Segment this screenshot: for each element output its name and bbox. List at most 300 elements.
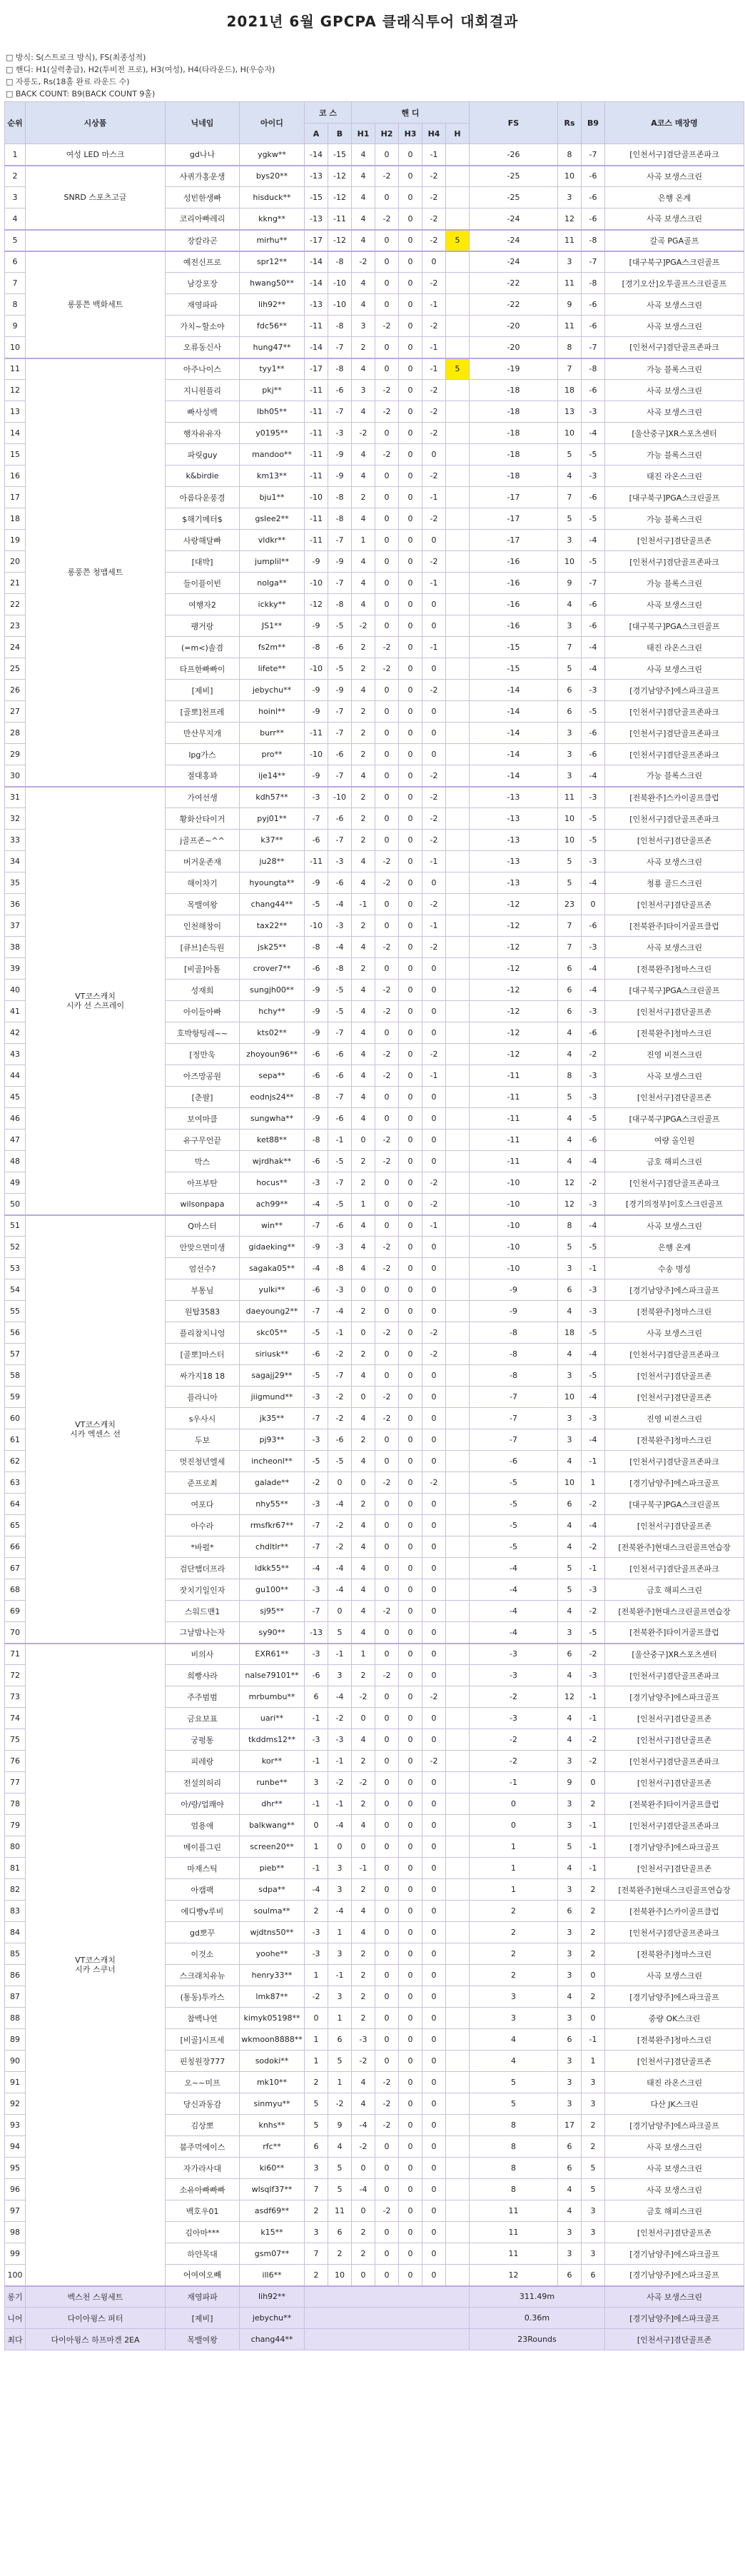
cell-b9: -8 bbox=[582, 230, 605, 251]
cell-store: [인천서구]겸단골프존 bbox=[605, 1001, 744, 1022]
cell-store: 금호 해피스크린 bbox=[605, 2200, 744, 2222]
cell-course-b: -5 bbox=[328, 615, 352, 637]
cell-handi-h3: 0 bbox=[399, 1708, 422, 1729]
cell-handi-h2: 0 bbox=[375, 1108, 399, 1129]
cell-handi-h4: 0 bbox=[422, 1365, 446, 1387]
cell-b9: -3 bbox=[582, 1579, 605, 1601]
cell-fs: -10 bbox=[470, 1194, 558, 1215]
cell-store: [전북완주]현대스크린골프연습장 bbox=[605, 1536, 744, 1558]
cell-rank: 46 bbox=[5, 1108, 26, 1129]
cell-rank: 21 bbox=[5, 573, 26, 594]
cell-fs: -18 bbox=[470, 444, 558, 466]
cell-course-a: -3 bbox=[305, 1387, 328, 1408]
cell-b9: -1 bbox=[582, 1558, 605, 1579]
cell-id: lifete** bbox=[240, 658, 305, 680]
cell-course-b: 3 bbox=[328, 1879, 352, 1901]
cell-store: [인천서구]겸단골프존 bbox=[605, 830, 744, 851]
cell-rs: 6 bbox=[558, 1001, 582, 1022]
cell-course-b: -9 bbox=[328, 551, 352, 573]
cell-fs: -18 bbox=[470, 380, 558, 401]
cell-rs: 4 bbox=[558, 1665, 582, 1686]
cell-b9: -6 bbox=[582, 294, 605, 316]
cell-fs: -15 bbox=[470, 637, 558, 658]
cell-store: [인천서구]겸단골프존파크 bbox=[605, 808, 744, 830]
cell-store: [대구북구]PGA스크린골프 bbox=[605, 1108, 744, 1129]
cell-b9: -6 bbox=[582, 1129, 605, 1151]
cell-handi-h3: 0 bbox=[399, 637, 422, 658]
note-line: □ 자릉도, Rs(18홀 완료 라운드 수) bbox=[6, 76, 275, 88]
footer-nickname: 목밸여왕 bbox=[166, 2329, 240, 2350]
cell-id: hocus** bbox=[240, 1172, 305, 1194]
cell-store: [전북완주]청마스크린 bbox=[605, 1943, 744, 1965]
cell-course-a: -9 bbox=[305, 701, 328, 723]
cell-store: 가능 블록스크린 bbox=[605, 573, 744, 594]
cell-id: sdpa** bbox=[240, 1879, 305, 1901]
footer-store: [경기남양주]에스파크골프 bbox=[605, 2308, 744, 2329]
cell-handi-h1: 4 bbox=[352, 1815, 375, 1836]
cell-id: hwang50** bbox=[240, 273, 305, 294]
cell-handi-h1: 2 bbox=[352, 2008, 375, 2029]
cell-b9: 2 bbox=[582, 1879, 605, 1901]
cell-nickname: 팽거랑 bbox=[166, 615, 240, 637]
cell-course-a: 5 bbox=[305, 2093, 328, 2115]
cell-fs: -12 bbox=[470, 1022, 558, 1044]
cell-store: [울산중구]XR스포츠센터 bbox=[605, 423, 744, 444]
cell-id: runbe** bbox=[240, 1772, 305, 1793]
cell-fs: 8 bbox=[470, 2136, 558, 2158]
cell-handi-h bbox=[446, 573, 470, 594]
cell-rs: 3 bbox=[558, 2008, 582, 2029]
cell-handi-h bbox=[446, 1579, 470, 1601]
cell-rs: 9 bbox=[558, 294, 582, 316]
cell-handi-h3: 0 bbox=[399, 380, 422, 401]
cell-handi-h bbox=[446, 1087, 470, 1108]
cell-handi-h3: 0 bbox=[399, 1129, 422, 1151]
cell-fs: -14 bbox=[470, 701, 558, 723]
col-nickname: 닉네임 bbox=[166, 102, 240, 144]
cell-course-a: -6 bbox=[305, 830, 328, 851]
cell-id: ije14** bbox=[240, 765, 305, 787]
cell-rank: 42 bbox=[5, 1022, 26, 1044]
cell-handi-h1: 0 bbox=[352, 1387, 375, 1408]
cell-fs: 1 bbox=[470, 1836, 558, 1858]
cell-handi-h bbox=[446, 144, 470, 166]
cell-store: [인천서구]겸단골프존파크 bbox=[605, 1172, 744, 1194]
cell-handi-h4: -1 bbox=[422, 637, 446, 658]
cell-course-b: -8 bbox=[328, 594, 352, 615]
cell-handi-h bbox=[446, 1644, 470, 1665]
cell-rs: 5 bbox=[558, 851, 582, 872]
cell-b9: -8 bbox=[582, 358, 605, 380]
cell-handi-h1: 0 bbox=[352, 2158, 375, 2179]
cell-fs: 4 bbox=[470, 2051, 558, 2072]
cell-handi-h1: 2 bbox=[352, 830, 375, 851]
cell-course-a: 6 bbox=[305, 2136, 328, 2158]
cell-handi-h4: -2 bbox=[422, 1344, 446, 1365]
cell-nickname: 장칼라곤 bbox=[166, 230, 240, 251]
cell-course-b: -6 bbox=[328, 637, 352, 658]
cell-handi-h4: 0 bbox=[422, 1387, 446, 1408]
cell-handi-h3: 0 bbox=[399, 487, 422, 508]
cell-nickname: 유구무언끝 bbox=[166, 1129, 240, 1151]
cell-fs: -10 bbox=[470, 1215, 558, 1237]
cell-rank: 86 bbox=[5, 1965, 26, 1986]
cell-rs: 4 bbox=[558, 466, 582, 487]
cell-rank: 9 bbox=[5, 316, 26, 337]
cell-handi-h2: 0 bbox=[375, 1194, 399, 1215]
cell-rs: 4 bbox=[558, 1451, 582, 1472]
cell-handi-h3: 0 bbox=[399, 1558, 422, 1579]
cell-course-b: -11 bbox=[328, 208, 352, 230]
cell-course-a: -6 bbox=[305, 1279, 328, 1301]
cell-nickname: 타프한빠빠이 bbox=[166, 658, 240, 680]
cell-handi-h1: 4 bbox=[352, 1601, 375, 1622]
cell-nickname: gd뽀꾸 bbox=[166, 1922, 240, 1943]
cell-id: kkng** bbox=[240, 208, 305, 230]
cell-handi-h1: 2 bbox=[352, 2222, 375, 2243]
cell-id: mandoo** bbox=[240, 444, 305, 466]
cell-handi-h bbox=[446, 508, 470, 530]
cell-course-a: -10 bbox=[305, 573, 328, 594]
cell-rank: 41 bbox=[5, 1001, 26, 1022]
cell-store: 청룡 골드스크린 bbox=[605, 872, 744, 894]
cell-rs: 3 bbox=[558, 251, 582, 273]
cell-handi-h4: 0 bbox=[422, 1494, 446, 1515]
cell-store: [인천서구]겸단골프존파크 bbox=[605, 723, 744, 744]
cell-course-b: -5 bbox=[328, 1001, 352, 1022]
cell-handi-h2: 0 bbox=[375, 1365, 399, 1387]
cell-rs: 6 bbox=[558, 1901, 582, 1922]
cell-course-a: -6 bbox=[305, 1344, 328, 1365]
cell-b9: -6 bbox=[582, 316, 605, 337]
cell-rank: 8 bbox=[5, 294, 26, 316]
cell-handi-h4: -2 bbox=[422, 765, 446, 787]
cell-id: daeyoung2** bbox=[240, 1301, 305, 1322]
cell-handi-h2: 0 bbox=[375, 1879, 399, 1901]
cell-rs: 7 bbox=[558, 937, 582, 958]
cell-handi-h3: 0 bbox=[399, 1258, 422, 1279]
cell-course-a: 7 bbox=[305, 2243, 328, 2265]
cell-course-b: -3 bbox=[328, 915, 352, 937]
cell-store: [전북완주]청마스크린 bbox=[605, 1429, 744, 1451]
cell-course-b: -3 bbox=[328, 423, 352, 444]
cell-handi-h2: 0 bbox=[375, 701, 399, 723]
cell-fs: -24 bbox=[470, 251, 558, 273]
cell-handi-h1: 4 bbox=[352, 1108, 375, 1129]
cell-handi-h4: 0 bbox=[422, 701, 446, 723]
cell-b9: -4 bbox=[582, 872, 605, 894]
cell-b9: -3 bbox=[582, 1665, 605, 1686]
cell-handi-h2: -2 bbox=[375, 872, 399, 894]
cell-handi-h3: 0 bbox=[399, 2029, 422, 2051]
cell-b9: -7 bbox=[582, 573, 605, 594]
cell-nickname: 아주나이스 bbox=[166, 358, 240, 380]
cell-handi-h4: 0 bbox=[422, 1237, 446, 1258]
cell-rank: 26 bbox=[5, 680, 26, 701]
cell-course-a: -11 bbox=[305, 530, 328, 551]
cell-nickname: 부통님 bbox=[166, 1279, 240, 1301]
cell-handi-h1: 3 bbox=[352, 380, 375, 401]
cell-rs: 5 bbox=[558, 1579, 582, 1601]
cell-handi-h3: 0 bbox=[399, 1429, 422, 1451]
cell-handi-h1: 2 bbox=[352, 1344, 375, 1365]
cell-id: tyy1** bbox=[240, 358, 305, 380]
cell-handi-h2: 0 bbox=[375, 1429, 399, 1451]
cell-b9: -5 bbox=[582, 1108, 605, 1129]
footer-row bbox=[5, 2329, 744, 2350]
cell-store: [인천서구]겸단골프존파크 bbox=[605, 1922, 744, 1943]
cell-handi-h4: -1 bbox=[422, 358, 446, 380]
cell-handi-h1: 4 bbox=[352, 1258, 375, 1279]
cell-nickname: 재영파파 bbox=[166, 294, 240, 316]
cell-rank: 52 bbox=[5, 1237, 26, 1258]
cell-rs: 8 bbox=[558, 1215, 582, 1237]
cell-rs: 6 bbox=[558, 958, 582, 980]
cell-handi-h3: 0 bbox=[399, 2243, 422, 2265]
cell-b9: -7 bbox=[582, 144, 605, 166]
cell-id: uari** bbox=[240, 1708, 305, 1729]
cell-handi-h4: 0 bbox=[422, 723, 446, 744]
cell-course-a: -12 bbox=[305, 594, 328, 615]
cell-handi-h bbox=[446, 680, 470, 701]
cell-handi-h3: 0 bbox=[399, 230, 422, 251]
cell-b9: -3 bbox=[582, 1065, 605, 1087]
cell-store: [인천서구]겸단골프존파크 bbox=[605, 1344, 744, 1365]
cell-handi-h4: 0 bbox=[422, 1708, 446, 1729]
cell-sponsor: 롱풍쯘 청맵세트 bbox=[26, 358, 166, 787]
cell-handi-h2: 0 bbox=[375, 1022, 399, 1044]
cell-handi-h3: 0 bbox=[399, 1194, 422, 1215]
cell-handi-h3: 0 bbox=[399, 1044, 422, 1065]
cell-handi-h1: 2 bbox=[352, 1943, 375, 1965]
cell-handi-h2: -2 bbox=[375, 1472, 399, 1494]
cell-handi-h1: 2 bbox=[352, 744, 375, 765]
cell-handi-h2: 0 bbox=[375, 1793, 399, 1815]
cell-handi-h4: 0 bbox=[422, 1622, 446, 1644]
cell-handi-h bbox=[446, 594, 470, 615]
cell-id: tkddms12** bbox=[240, 1729, 305, 1751]
cell-handi-h2: 0 bbox=[375, 615, 399, 637]
cell-id: chdltlr** bbox=[240, 1536, 305, 1558]
cell-handi-h bbox=[446, 2093, 470, 2115]
note-line: □ 방식: S(스트로크 방식), FS(최종성적) bbox=[6, 51, 275, 64]
cell-nickname: 여행자2 bbox=[166, 594, 240, 615]
cell-handi-h2: 0 bbox=[375, 337, 399, 358]
col-h1: H1 bbox=[352, 124, 375, 144]
cell-rs: 12 bbox=[558, 1686, 582, 1708]
cell-rank: 51 bbox=[5, 1215, 26, 1237]
cell-handi-h1: -2 bbox=[352, 251, 375, 273]
cell-course-b: -2 bbox=[328, 1515, 352, 1536]
cell-handi-h1: 4 bbox=[352, 851, 375, 872]
cell-course-b: -2 bbox=[328, 1772, 352, 1793]
cell-course-b: -9 bbox=[328, 444, 352, 466]
cell-handi-h bbox=[446, 851, 470, 872]
cell-handi-h2: 0 bbox=[375, 744, 399, 765]
cell-course-b: -15 bbox=[328, 144, 352, 166]
cell-course-b: -6 bbox=[328, 744, 352, 765]
cell-store: 금호 해피스크린 bbox=[605, 1579, 744, 1601]
cell-handi-h2: 0 bbox=[375, 187, 399, 208]
cell-handi-h2: 0 bbox=[375, 1836, 399, 1858]
cell-handi-h bbox=[446, 2265, 470, 2286]
cell-handi-h1: 2 bbox=[352, 1965, 375, 1986]
cell-fs: -10 bbox=[470, 1258, 558, 1279]
cell-handi-h4: -2 bbox=[422, 1172, 446, 1194]
cell-handi-h4: 0 bbox=[422, 2158, 446, 2179]
cell-course-b: -7 bbox=[328, 337, 352, 358]
cell-course-b: -8 bbox=[328, 1258, 352, 1279]
cell-handi-h1: 4 bbox=[352, 1515, 375, 1536]
cell-id: fs2m** bbox=[240, 637, 305, 658]
cell-handi-h2: 0 bbox=[375, 508, 399, 530]
cell-handi-h3: 0 bbox=[399, 1686, 422, 1708]
cell-handi-h bbox=[446, 958, 470, 980]
cell-handi-h1: 4 bbox=[352, 594, 375, 615]
cell-course-b: -7 bbox=[328, 1087, 352, 1108]
cell-nickname: [대박] bbox=[166, 551, 240, 573]
cell-handi-h2: 0 bbox=[375, 423, 399, 444]
cell-handi-h bbox=[446, 744, 470, 765]
cell-handi-h2: -2 bbox=[375, 316, 399, 337]
cell-handi-h bbox=[446, 466, 470, 487]
cell-course-b: -10 bbox=[328, 787, 352, 808]
cell-handi-h1: 4 bbox=[352, 1001, 375, 1022]
cell-fs: -11 bbox=[470, 1151, 558, 1172]
cell-b9: 0 bbox=[582, 894, 605, 915]
cell-rs: 9 bbox=[558, 573, 582, 594]
cell-rank: 36 bbox=[5, 894, 26, 915]
col-a: A bbox=[305, 124, 328, 144]
cell-rs: 5 bbox=[558, 1087, 582, 1108]
cell-rank: 82 bbox=[5, 1879, 26, 1901]
cell-handi-h2: -2 bbox=[375, 1322, 399, 1344]
cell-b9: 3 bbox=[582, 2243, 605, 2265]
cell-id: kts02** bbox=[240, 1022, 305, 1044]
cell-rs: 3 bbox=[558, 1793, 582, 1815]
cell-handi-h1: 4 bbox=[352, 1087, 375, 1108]
cell-handi-h4: 0 bbox=[422, 1879, 446, 1901]
footer-row bbox=[5, 2308, 744, 2329]
cell-handi-h4: 0 bbox=[422, 1087, 446, 1108]
cell-handi-h4: 0 bbox=[422, 1965, 446, 1986]
cell-rs: 3 bbox=[558, 1943, 582, 1965]
cell-rs: 7 bbox=[558, 637, 582, 658]
cell-store: [대구북구]PGA스크린골프 bbox=[605, 251, 744, 273]
cell-handi-h2: 0 bbox=[375, 1986, 399, 2008]
cell-store: [대구북구]PGA스크린골프 bbox=[605, 615, 744, 637]
cell-nickname: 잣치기일인자 bbox=[166, 1579, 240, 1601]
cell-store: [인천서구]겸단골프존파크 bbox=[605, 1751, 744, 1772]
cell-course-b: -6 bbox=[328, 1215, 352, 1237]
cell-handi-h4: -1 bbox=[422, 144, 446, 166]
cell-handi-h2: -2 bbox=[375, 1387, 399, 1408]
cell-handi-h3: 0 bbox=[399, 701, 422, 723]
cell-handi-h2: 0 bbox=[375, 1279, 399, 1301]
cell-handi-h4: 0 bbox=[422, 2029, 446, 2051]
cell-fs: -14 bbox=[470, 765, 558, 787]
cell-handi-h1: 4 bbox=[352, 1901, 375, 1922]
cell-handi-h4: 0 bbox=[422, 2265, 446, 2286]
cell-handi-h3: 0 bbox=[399, 1472, 422, 1494]
cell-handi-h4: 0 bbox=[422, 958, 446, 980]
cell-b9: -3 bbox=[582, 466, 605, 487]
cell-course-b: -8 bbox=[328, 958, 352, 980]
cell-nickname: 인천해창이 bbox=[166, 915, 240, 937]
cell-id: mrbumbu** bbox=[240, 1686, 305, 1708]
cell-handi-h3: 0 bbox=[399, 1644, 422, 1665]
cell-handi-h2: 0 bbox=[375, 2179, 399, 2200]
cell-b9: -4 bbox=[582, 1429, 605, 1451]
cell-id: hoinl** bbox=[240, 701, 305, 723]
cell-id: wjdtns50** bbox=[240, 1922, 305, 1943]
cell-id: burr** bbox=[240, 723, 305, 744]
cell-store: [경기남양주]에스파크골프 bbox=[605, 2115, 744, 2136]
cell-b9: -8 bbox=[582, 273, 605, 294]
cell-handi-h2: 0 bbox=[375, 2243, 399, 2265]
cell-handi-h3: 0 bbox=[399, 423, 422, 444]
cell-id: zhoyoun96** bbox=[240, 1044, 305, 1065]
cell-course-b: -1 bbox=[328, 1129, 352, 1151]
cell-fs: -2 bbox=[470, 1729, 558, 1751]
cell-rank: 39 bbox=[5, 958, 26, 980]
cell-id: jumplil** bbox=[240, 551, 305, 573]
cell-handi-h2: -2 bbox=[375, 208, 399, 230]
cell-nickname: 해이차기 bbox=[166, 872, 240, 894]
cell-sponsor: VT코스캐치 시카 선 스프레이 bbox=[26, 787, 166, 1215]
cell-handi-h4: 0 bbox=[422, 1151, 446, 1172]
cell-handi-h1: 2 bbox=[352, 487, 375, 508]
cell-course-b: 6 bbox=[328, 2222, 352, 2243]
cell-handi-h1: 2 bbox=[352, 958, 375, 980]
cell-fs: -5 bbox=[470, 1494, 558, 1515]
cell-course-b: 9 bbox=[328, 2115, 352, 2136]
cell-nickname: 플라니아 bbox=[166, 1387, 240, 1408]
cell-fs: 5 bbox=[470, 2093, 558, 2115]
cell-rank: 49 bbox=[5, 1172, 26, 1194]
cell-b9: -3 bbox=[582, 787, 605, 808]
cell-handi-h2: 0 bbox=[375, 2051, 399, 2072]
cell-rank: 98 bbox=[5, 2222, 26, 2243]
cell-rank: 72 bbox=[5, 1665, 26, 1686]
cell-handi-h2: 0 bbox=[375, 1751, 399, 1772]
cell-store: 갈곡 PGA골프 bbox=[605, 230, 744, 251]
cell-course-b: 5 bbox=[328, 2179, 352, 2200]
cell-handi-h1: 2 bbox=[352, 723, 375, 744]
cell-fs: -20 bbox=[470, 316, 558, 337]
cell-handi-h2: 0 bbox=[375, 830, 399, 851]
cell-nickname: 두보 bbox=[166, 1429, 240, 1451]
cell-rs: 3 bbox=[558, 1622, 582, 1644]
cell-handi-h4: -1 bbox=[422, 487, 446, 508]
cell-store: [전북완주]타이거골프클럽 bbox=[605, 915, 744, 937]
cell-handi-h bbox=[446, 872, 470, 894]
cell-handi-h4: -2 bbox=[422, 187, 446, 208]
cell-handi-h4: -2 bbox=[422, 894, 446, 915]
cell-fs: 1 bbox=[470, 1858, 558, 1879]
cell-handi-h bbox=[446, 187, 470, 208]
cell-handi-h2: 0 bbox=[375, 1515, 399, 1536]
cell-b9: -5 bbox=[582, 444, 605, 466]
cell-store: 가능 블록스크린 bbox=[605, 358, 744, 380]
cell-fs: -22 bbox=[470, 273, 558, 294]
cell-handi-h2: 0 bbox=[375, 1344, 399, 1365]
cell-nickname: 호박항팅레~~ bbox=[166, 1022, 240, 1044]
cell-fs: -15 bbox=[470, 658, 558, 680]
cell-nickname: 붐주먹에이스 bbox=[166, 2136, 240, 2158]
cell-sponsor: 롱풍쯘 백화세트 bbox=[26, 251, 166, 358]
cell-id: lih92** bbox=[240, 294, 305, 316]
